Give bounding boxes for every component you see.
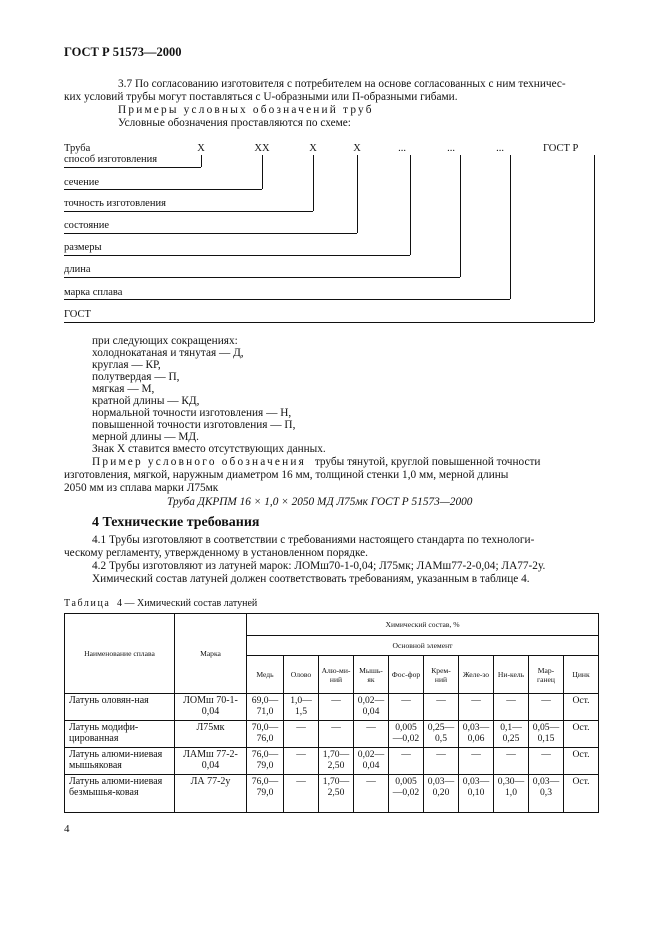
scheme-symbol: X [353, 143, 361, 154]
scheme-label: марка сплава [64, 287, 123, 298]
alloy-name: Латунь алюми-ниевая безмышья-ковая [65, 775, 175, 813]
element-value: 0,05—0,15 [529, 721, 564, 748]
abbreviation-item: кратной длины — КД, [92, 395, 200, 407]
scheme-line [64, 299, 510, 300]
element-value: Ост. [564, 775, 599, 813]
scheme-symbol: ГОСТ Р [543, 143, 579, 154]
header-main: Основной элемент [247, 636, 599, 656]
element-header: Алю-ми-ний [319, 656, 354, 694]
scheme-label: способ изготовления [64, 154, 158, 165]
element-value: — [284, 775, 319, 813]
example-lead: Пример условного обозначения [92, 456, 306, 468]
scheme-top-word: Труба [64, 143, 91, 154]
scheme-label: ГОСТ [64, 309, 91, 320]
alloy-name: Латунь алюми-ниевая мышьяковая [65, 748, 175, 775]
table-caption-lead: Таблица [64, 598, 111, 609]
scheme-line [594, 155, 595, 322]
abbreviation-item: круглая — КР, [92, 359, 161, 371]
scheme-symbol: X [197, 143, 205, 154]
element-header: Олово [284, 656, 319, 694]
element-value: 69,0—71,0 [247, 694, 284, 721]
element-value: 0,02—0,04 [354, 694, 389, 721]
abbreviation-item: повышенной точности изготовления — П, [92, 419, 296, 431]
alloy-mark: Л75мк [175, 721, 247, 748]
element-header: Желе-зо [459, 656, 494, 694]
example-line3: 2050 мм из сплава марки Л75мк [64, 482, 219, 494]
example-line2: изготовления, мягкой, наружным диаметром 16 мм, толщиной стенки 1,0 мм, мерной длины [64, 469, 509, 481]
alloy-name: Латунь модифи-цированная [65, 721, 175, 748]
element-value: 76,0—79,0 [247, 775, 284, 813]
element-value: 0,30—1,0 [494, 775, 529, 813]
element-value: 1,70—2,50 [319, 748, 354, 775]
element-value: 0,005—0,02 [389, 775, 424, 813]
abbreviation-item: мерной длины — МД. [92, 431, 199, 443]
element-value: 0,25—0,5 [424, 721, 459, 748]
scheme-line [64, 277, 460, 278]
element-value: — [494, 694, 529, 721]
scheme-symbol: XX [254, 143, 270, 154]
scheme-symbol: ... [398, 143, 406, 154]
scheme-line [64, 189, 262, 190]
scheme-line [410, 155, 411, 255]
element-header: Медь [247, 656, 284, 694]
element-value: 0,03—0,06 [459, 721, 494, 748]
element-value: 0,03—0,20 [424, 775, 459, 813]
table-caption-rest: 4 — Химический состав латуней [116, 598, 258, 609]
para-4-1-line1: 4.1 Трубы изготовляют в соответствии с требованиями настоящего стандарта по технологи- [92, 534, 535, 546]
element-value: — [354, 775, 389, 813]
element-value: — [389, 694, 424, 721]
absent-data-note: Знак X ставится вместо отсутствующих данных. [92, 443, 326, 455]
header-mark: Марка [175, 614, 247, 694]
element-value: — [284, 748, 319, 775]
table-row [65, 775, 599, 813]
example-designation: Труба ДКРПМ 16 × 1,0 × 2050 МД Л75мк ГОСТ Р 51573—2000 [167, 496, 473, 508]
table-row [65, 721, 599, 748]
scheme-label: точность изготовления [64, 198, 166, 209]
example-line1-rest: трубы тянутой, круглой повышенной точности [314, 456, 541, 468]
abbreviation-item: нормальной точности изготовления — Н, [92, 407, 292, 419]
element-value: — [319, 694, 354, 721]
element-value: 0,03—0,3 [529, 775, 564, 813]
examples-heading: Примеры условных обозначений труб [118, 104, 374, 116]
abbreviations-intro: при следующих сокращениях: [92, 335, 238, 347]
scheme-line [64, 211, 313, 212]
element-header: Фос-фор [389, 656, 424, 694]
element-value: — [459, 694, 494, 721]
para-4-2b: Химический состав латуней должен соответствовать требованиям, указанным в таблице 4. [92, 573, 530, 585]
header-name: Наименование сплава [65, 614, 175, 694]
element-value: — [284, 721, 319, 748]
para-3-7-line1: 3.7 По согласованию изготовителя с потребителем на основе согласованных с ним техничес- [118, 78, 566, 90]
element-value: 1,0—1,5 [284, 694, 319, 721]
scheme-symbol: ... [496, 143, 504, 154]
document-header: ГОСТ Р 51573—2000 [64, 45, 182, 59]
scheme-line [460, 155, 461, 277]
scheme-symbol: X [309, 143, 317, 154]
para-3-7-line2: ких условий трубы могут поставляться с U-образными или П-образными гибами. [64, 91, 458, 103]
element-value: 76,0—79,0 [247, 748, 284, 775]
table-row [65, 694, 599, 721]
element-value: 0,02—0,04 [354, 748, 389, 775]
scheme-line [64, 233, 357, 234]
element-value: — [529, 748, 564, 775]
example-line1 [92, 456, 540, 469]
element-header: Мышь-як [354, 656, 389, 694]
scheme-line [262, 155, 263, 189]
para-4-2: 4.2 Трубы изготовляют из латуней марок: ЛОМш70-1-0,04; Л75мк; ЛАМш77-2-0,04; ЛА77-2у. [92, 560, 546, 572]
table-row [65, 748, 599, 775]
abbreviation-item: мягкая — М, [92, 383, 155, 395]
alloy-mark: ЛА 77-2у [175, 775, 247, 813]
page-number: 4 [64, 823, 70, 835]
element-value: 0,1—0,25 [494, 721, 529, 748]
abbreviation-item: холоднокатаная и тянутая — Д, [92, 347, 244, 359]
table-4-body [65, 694, 599, 813]
header-chem: Химический состав, % [247, 614, 599, 636]
scheme-line [64, 167, 201, 168]
scheme-line [510, 155, 511, 299]
element-header: Крем-ний [424, 656, 459, 694]
scheme-line [64, 322, 594, 323]
element-value: 0,03—0,10 [459, 775, 494, 813]
table-4 [64, 613, 599, 813]
element-value: — [424, 694, 459, 721]
element-header: Мар-ганец [529, 656, 564, 694]
abbreviation-item: полутвердая — П, [92, 371, 180, 383]
scheme-line [357, 155, 358, 233]
element-header: Цинк [564, 656, 599, 694]
scheme-label: длина [64, 264, 91, 275]
element-value: — [389, 748, 424, 775]
element-value: Ост. [564, 694, 599, 721]
alloy-mark: ЛОМш 70-1-0,04 [175, 694, 247, 721]
section-4-heading: 4 Технические требования [92, 515, 260, 530]
element-value: — [529, 694, 564, 721]
para-4-1-line2: ческому регламенту, утвержденному в установленном порядке. [64, 547, 368, 559]
scheme-line [313, 155, 314, 211]
scheme-label: состояние [64, 220, 110, 231]
scheme-label: сечение [64, 177, 100, 188]
element-value: Ост. [564, 721, 599, 748]
scheme-line [64, 255, 410, 256]
element-value: — [459, 748, 494, 775]
element-value: — [319, 721, 354, 748]
element-value: 1,70—2,50 [319, 775, 354, 813]
scheme-label: размеры [64, 242, 102, 253]
element-value: 70,0—76,0 [247, 721, 284, 748]
scheme-intro: Условные обозначения проставляются по схеме: [118, 117, 351, 129]
element-value: — [424, 748, 459, 775]
scheme-symbol: ... [447, 143, 455, 154]
element-header: Ни-кель [494, 656, 529, 694]
element-value: 0,005—0,02 [389, 721, 424, 748]
scheme-line [201, 155, 202, 167]
table-4-caption [64, 598, 257, 609]
element-value: — [494, 748, 529, 775]
element-value: Ост. [564, 748, 599, 775]
alloy-name: Латунь оловян-ная [65, 694, 175, 721]
element-value: — [354, 721, 389, 748]
alloy-mark: ЛАМш 77-2-0,04 [175, 748, 247, 775]
